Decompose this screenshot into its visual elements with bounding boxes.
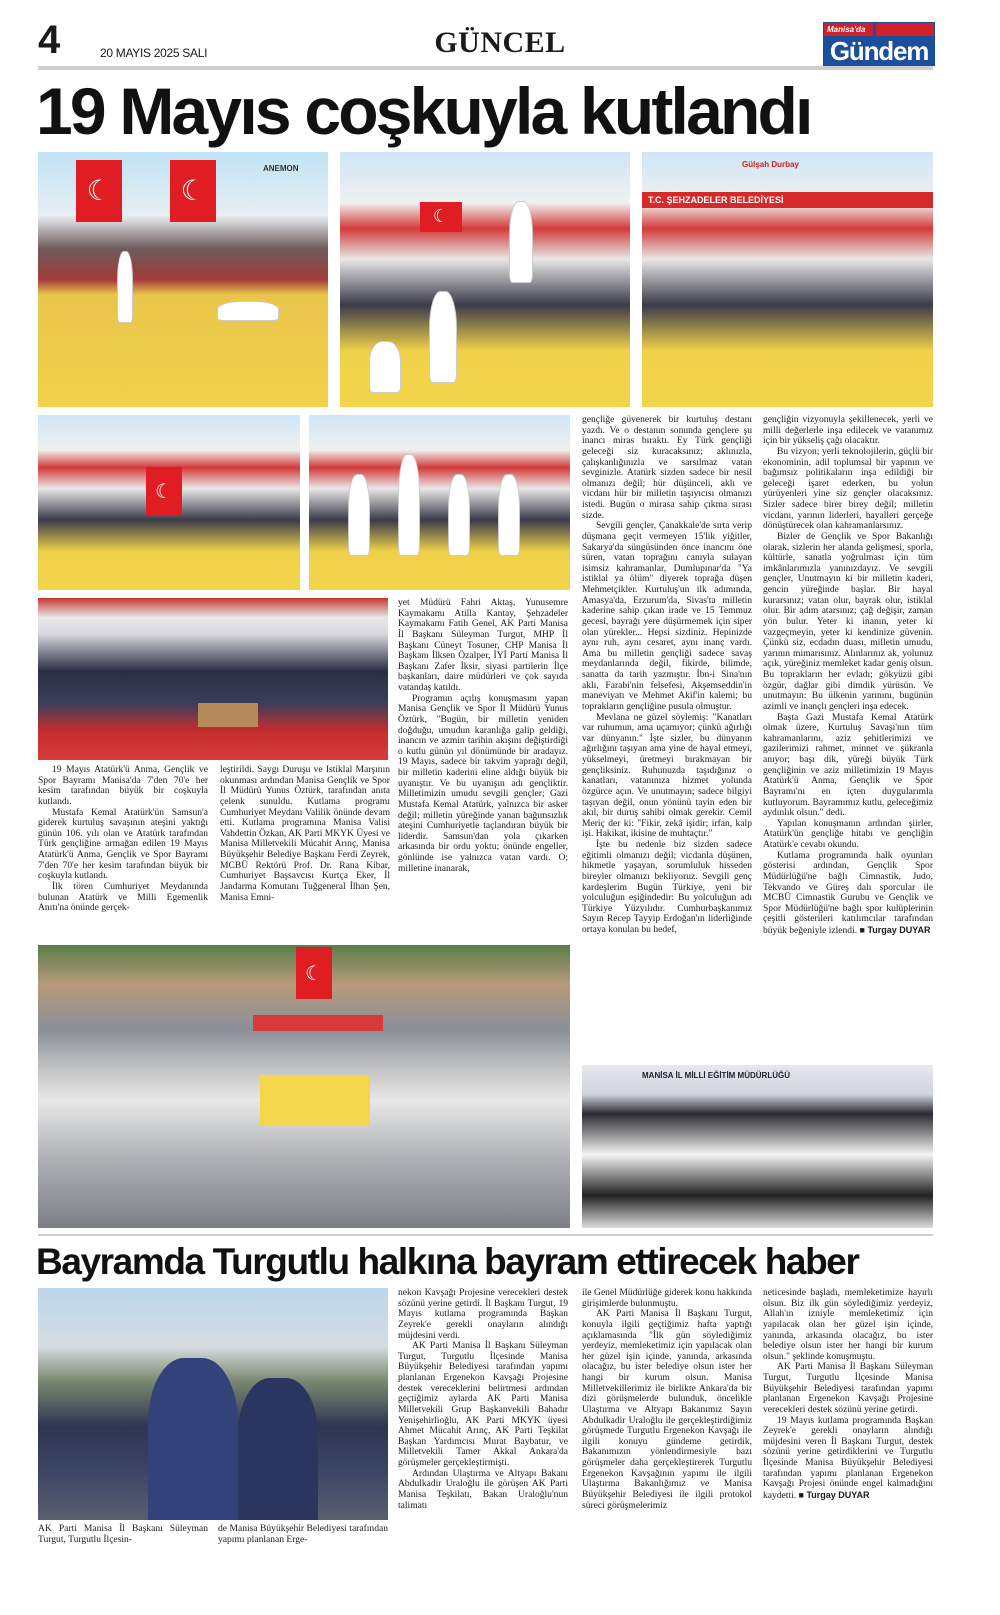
paragraph: Ardından Ulaştırma ve Altyapı Bakanı Abdulkadir Uraloğlu ile görüşen AK Parti Manisa Teşkilatı, Bakan Uraloğlu'nun talimatı [398, 1467, 568, 1511]
paragraph: İlk tören Cumhuriyet Meydanında bulunan Atatürk ve Milli Egemenlik Anıtı'na önünde gerçek- [38, 880, 208, 914]
turkish-flag-icon: ☾ [170, 160, 216, 222]
article2-column-3 [763, 1288, 933, 1548]
athlete-figure [118, 252, 132, 322]
photo-turgut-event [38, 1288, 388, 1520]
logo-name: Gündem [829, 36, 929, 66]
athlete-figure [399, 455, 419, 555]
article2-headline: Bayramda Turgutlu halkına bayram ettirecek haber [36, 1241, 859, 1282]
turkish-flag-icon: ☾ [420, 202, 462, 232]
paragraph: İşte bu nedenle biz sizden sadece eğitimli olmanızı değil; vicdanla düşünen, hikmetle yaşayan, sorumluluk hisseden bireyler olmanızı bekliyoruz. Sevgili genç kardeşlerim Bugün Türkiye, yeni bir yolculuğun eşiğindedir: Bu yolculuğun adı Türkiye Yüzyılıdır. Cumhurbaşkanımız Sayın Recep Tayyip Erdoğan'ın liderliğinde ortaya konulan bu hedef, [582, 839, 752, 935]
paragraph: nekon Kavşağı Projesine verecekleri destek sözünü yerine getirdi. İl Başkanı Turgut, 19 Mayıs kutlama programında Başkan Zeyrek'e gerekli onayların alındığı müjdesini verdi. [398, 1288, 568, 1341]
person-figure [148, 1358, 238, 1520]
paragraph: Mevlana ne güzel söylemiş: "Kanatları var ruhumun, ama uçamıyor; çünkü ağırlığı var dünyanın." İşte sizler, bu dünyanın ağırlığını taşıyan ama yine de hayal etmeyi, yükselmeyi, üretmeyi bırakmayan bir gençliksiniz. Ruhunuzda taşıdığınız o kanatları, vatanınıza hizmet yolunda özgürce açın. Ve unutmayın; sadece bilgiyi taşıyan değil, onun yönünü tayin eden bir akıl, bir duruş sahibi olmak gerekir. Cemil Meriç der ki: "Fikir, zekâ işidir; irfan, kalp işi. Hakikat, ikisine de muhtaçtır." [582, 711, 752, 840]
header-divider [38, 66, 933, 70]
logo-strip [876, 23, 934, 36]
paragraph [763, 1416, 933, 1502]
page-number: 4 [38, 18, 61, 62]
photo-aerial-square [38, 945, 570, 1228]
section-title: GÜNCEL [434, 26, 566, 59]
photo-dignitaries [38, 598, 388, 760]
athlete-figure [510, 202, 532, 282]
photo-gymnastics [38, 152, 328, 407]
logo-top-text: Manisa'da [824, 23, 873, 36]
photo-sign-milli-egitim: MANİSA İL MİLLİ EĞİTİM MÜDÜRLÜĞÜ [642, 1071, 790, 1080]
article-divider [38, 1234, 933, 1236]
paragraph: AK Parti Manisa İl Başkanı Süleyman Turgut, Turgutlu İlçesinde Manisa Büyükşehir Belediyesi tarafından yapımı planlanan Ergenekon Kavşağı Projesine verecekleri destek sözünü yerine getirdi. [763, 1361, 933, 1415]
article1-column-1 [38, 765, 208, 937]
article1-column-3 [398, 598, 568, 938]
turkish-flag-icon: ☾ [296, 947, 332, 999]
paragraph: Başta Gazi Mustafa Kemal Atatürk olmak üzere, Kurtuluş Savaşı'nın tüm kahramanlarını, aziz şehitlerimizi ve gazilerimizi rahmet, minnet ve şükranla anıyor; başı dik, yüreği büyük Türk gençliğinin ve aziz milletimizin 19 Mayıs Atatürk'ü Anma, Gençlik ve Spor Bayramı'nı en içten duygularımla kutluyorum. Bayramımız kutlu, geleceğimiz aydınlık olsun." dedi. [763, 711, 933, 819]
author-byline: ■ Turgay DUYAR [798, 1489, 870, 1500]
paragraph: Bu vizyon; yerli teknolojilerin, güçlü bir ekonominin, adil toplumsal bir yapının ve bağımsız politikaların inşa edildiği bir geleceği işaret ederken, bu yolun yürüyenleri yine siz gençler olacaksınız. Sizler sadece birer birey değil; milletin vicdanı, yarının liderleri, hayalleri gerçeğe dönüştürecek olan kahramanlarsınız. [763, 445, 933, 532]
photo-caption-part2: de Manisa Büyükşehir Belediyesi tarafından yapımı planlanan Erge- [218, 1523, 388, 1545]
article1-column-5 [763, 415, 933, 1057]
photo-taekwondo-team [309, 415, 570, 590]
paragraph: 19 Mayıs Atatürk'ü Anma, Gençlik ve Spor Bayramı Manisa'da 7'den 70'e her kesim tarafından büyük bir coşkuyla kutlandı. [38, 765, 208, 807]
paragraph-text: 19 Mayıs kutlama programında Başkan Zeyrek'e gerekli onayların alındığı müjdesini veren İl Başkanı Turgut, destek sözünü yerine getirdiklerini ve Turgutlu İlçesinde Manisa Büyükşehir Belediyesi tarafından yapımı planlanan Ergenekon Kavşağı Projesi önünde engel kalmadığını kaydetti. [763, 1414, 933, 1501]
article1-column-2 [220, 765, 390, 937]
athlete-figure [370, 342, 400, 392]
article2-column-1 [398, 1288, 568, 1548]
paragraph: AK Parti Manisa İl Başkanı Turgut, konuyla ilgili geçtiğimiz hafta yaptığı açıklamasında "İlk gün söylediğimiz yerdeyiz, memleketimiz için yapılacak olan her güzel işin içinde, yanında, arkasında olacağız, bu ister belediye olsun ister her hangi bir kurum olsun. Manisa Milletvekillerimiz ile birlikte Ankara'da bir dizi görüşmelerde bulunduk, öncelikle Ulaştırma ve Altyapı Bakanımız Sayın Abdulkadir Uraloğlu ile gerçekleştirdiğimiz görüşmede Turgutlu Ergenekon Kavşağı ile ilgili konuyu gündeme getirdik, Bakanımızın yönlendirmesiyle bazı görüşmeler daha gerçekleştirerek Turgutlu Ergenekon Kavşağının yapımı ile ilgili Ulaştırma Bakanlığımız ve Manisa Büyükşehir Belediyesi ile ilgili protokol süreci görüşmelerimiz [582, 1308, 752, 1511]
photo-sign-sehzadeler: T.C. ŞEHZADELER BELEDİYESİ [642, 192, 933, 208]
paragraph: Bizler de Gençlik ve Spor Bakanlığı olarak, sizlerin her alanda gelişmesi, sporla, kültürle, sanatla yoğrulması için tüm imkânlarımızla yanınızdayız. Ve sevgili gençler, Unutmayın ki bir milletin kaderi, gencin yüreğinde başlar. Bir hayal kurarsınız; vatan olur, bayrak olur, istiklal olur. Bir adım atarsınız; çağ değişir, zaman yön bulur. Yeter ki inanın, yeter ki vazgeçmeyin, yeter ki kendinize güvenin. Çünkü siz, ecdadın duası, milletin umudu, yarının mimarısınız. Alınlarınız ak, yolunuz açık, yüreğiniz memleket kadar geniş olsun. Bu toprakların her evladı; gökyüzü gibi özgür, dağlar gibi dimdik yürüsün. Ve unutmayın: Bu ülkenin yarınını, bugünün azimli ve inançlı gençleri inşa edecek. [763, 530, 933, 712]
photo-taekwondo [340, 152, 630, 407]
paragraph: Mustafa Kemal Atatürk'ün Samsun'a giderek kurtuluş savaşının ateşini yaktığı günün 106. yılı olan ve Atatürk tarafından Türk gençliğine armağan edilen 19 Mayıs Atatürk'ü Anma, Gençlik ve Spor Bayramı 7'den 70'e her kesim tarafından büyük bir coşkuyla kutlandı. [38, 806, 208, 882]
paragraph: AK Parti Manisa İl Başkanı Süleyman Turgut, Turgutlu İlçesinde Manisa Büyükşehir Belediyesi tarafından yapımı planlanan Ergenekon Kavşağı Projesine destek vereceklerini belirtmesi ardından geçtiğimiz aylarda AK Parti Manisa Milletvekili Grup Başkanvekili Bahadır Yenişehirlioğlu, AK Parti MKYK üyesi Ahmet Mücahit Arınç, AK Parti Teşkilat Başkan Yardımcısı Murat Baybatur, ve Milletvekili Tamer Akkal Ankara'da görüşmeler gerçekleştirmişti. [398, 1340, 568, 1468]
photo-caption-part1: AK Parti Manisa İl Başkanı Süleyman Turgut, Turgutlu İlçesin- [38, 1523, 208, 1545]
article2-column-2 [582, 1288, 752, 1548]
issue-date: 20 MAYIS 2025 SALI [100, 46, 208, 60]
article-headline: 19 Mayıs coşkuyla kutlandı [36, 74, 811, 148]
article1-column-4 [582, 415, 752, 1057]
paragraph: Programın açılış konuşmasını yapan Manisa Gençlik ve Spor İl Müdürü Yunus Öztürk, "Bugün, bir milletin yeniden doğduğu, umudun karanlığa galip geldiği, inancın ve azmin tarihin akışını değiştirdiği o kutlu günün yıl dönümünde bir aradayız. 19 Mayıs, sadece bir takvim yaprağı değil, bir milletin kaderini eline aldığı büyük bir uyanıştır. Ve bu uyanışın adı gençliktir. Milletimizin umudu sevgili gençler; Gazi Mustafa Kemal Atatürk, yalnızca bir asker değil; milletin yüreğinde yanan bağımsızlık ateşini Cumhuriyetle taçlandıran büyük bir liderdir. Samsun'dan yola çıkarken arkasında bir ordu yoktu; önünde engeller, gönlünde ise yalnızca vatan vardı. O; milletine inanarak, [398, 692, 568, 874]
paragraph: Yapılan konuşmanın ardından şiirler, Atatürk'ün gençliğe hitabı ve gençliğin Atatürk'e cevabı okundu. [763, 817, 933, 850]
paragraph: neticesinde başladı, memleketimize hayırlı olsun. Biz ilk gün söylediğimiz yerdeyiz, Allah'ın izniyle memleketimiz için yapılacak olan her güzel işin içinde, yanında, arkasında olacağız, bu ister belediye olsun ister her hangi bir kurum olsun." şeklinde konuşmuştu. [763, 1288, 933, 1362]
turkish-flag-icon: ☾ [146, 467, 182, 515]
author-byline: ■ Turgay DUYAR [859, 925, 931, 935]
photo-students-group [582, 1065, 933, 1228]
table [198, 703, 258, 727]
performance-mat [260, 1075, 370, 1125]
turkish-flag-icon: ☾ [76, 160, 122, 222]
paragraph: leştirildi. Saygı Duruşu ve İstiklal Marşının okunması ardından Manisa Gençlik ve Spor İl Müdürü Yunus Öztürk, tarafından anıta çelenk sunuldu. Kutlama programı Cumhuriyet Meydanı Valilik önünde devam etti. Kutlama programına Manisa Valisi Vahdettin Özkan, AK Parti MKYK Üyesi ve Manisa Milletvekili Mücahit Arınç, Manisa Büyükşehir Belediye Başkanı Ferdi Zeyrek, MCBÜ Rektörü Prof. Dr. Rana Kibar, Cumhuriyet Başsavcısı Kurtça Eker, İl Jandarma Komutanı Tuğgeneral İlhan Şen, Manisa Emni- [220, 765, 390, 903]
photo-sign-anemon: ANEMON [263, 164, 299, 173]
photo-wrestling [642, 152, 933, 407]
athlete-figure [430, 292, 456, 382]
paragraph: yet Müdürü Fahri Aktaş, Yunusemre Kaymakamı Atilla Kantay, Şehzadeler Kaymakamı Fatih Genel, AK Parti Manisa İl Başkanı Süleyman Turgut, MHP İl Başkanı Cüneyt Tosuner, CHP Manisa İl Başkanı İlksen Özalper, İYİ Parti Manisa İl Başkanı Zafer İksir, siyasi partilerin İlçe başkanları, daire müdürleri ve çok sayıda vatandaş katıldı. [398, 598, 568, 693]
stage-tent [253, 1015, 383, 1031]
paragraph [763, 851, 933, 937]
athlete-figure [349, 475, 369, 555]
athlete-figure [449, 475, 469, 555]
paragraph-text: Kutlama programında halk oyunları gösterisi ardından, Gençlik Spor Müdürlüğü'ne bağlı Cimnastik, Judo, Tekvando ve Güreş dalı sporcular ile MCBÜ Cimnastik Gurubu ve Gençlik ve Spor Müdürlüğü'ne bağlı spor kulüplerinin çeşitli gösterileri katılımcılar tarafından büyük beğeniyle izlendi. [763, 849, 933, 936]
paragraph: gençliğe güvenerek bir kurtuluş destanı yazdı. Ve o destanın sonunda gençlere şu inancı miras bıraktı. Ey Türk gençliği geleceği siz kuracaksınız; aklınızla, çalışkanlığınızla ve sarsılmaz vatan sevginizle. Atatürk sizden sadece bir nesil olmanızı değil; hür düşünceli, aklı ve vicdanı hür bir milletin taşıyıcısı olmanızı istedi. Bugün o mirasa sahip çıkma sırası sizde. [582, 415, 752, 521]
paragraph: ile Genel Müdürlüğe giderek konu hakkında girişimlerde bulunmuştu. [582, 1288, 752, 1309]
photo-wrestlers-lineup [38, 415, 300, 590]
photo-sign-gulsah: Gülşah Durbay [742, 160, 799, 169]
athlete-figure [499, 475, 519, 555]
person-figure [238, 1378, 318, 1520]
athlete-figure [218, 302, 278, 320]
paragraph: gençliğin vizyonuyla şekillenecek, yerli ve milli değerlerle inşa edilecek ve vatanımız için bir yükseliş çağı olacaktır. [763, 415, 933, 447]
paragraph: Sevgili gençler, Çanakkale'de sırta verip düşmana geçit vermeyen 15'lik yiğitler, Sakarya'da süngüsünden önce inancını öne süren, vatan toprağını canıyla sulayan isimsiz kahramanlar, Dumlupınar'da "Ya istiklal ya ölüm" diyerek toprağa düşen Mehmetçikler. Kurtuluş'un ilk adımında, Amasya'da, Erzurum'da, Sivas'ta milletin kaderine sahip çıkan irade ve 15 Temmuz gecesi, bayrağı yere düşürmemek için siper olan yürekler... Hepsi sizdiniz. Hepinizde aynı ruh, aynı cesaret, aynı inanç vardı. Ama bu milletin gençliği sadece savaş meydanlarında değil, fikirde, bilimde, sanatta da tarih yazmıştır. İbn-i Sina'nın aklı, Farabi'nin felsefesi, Akşemseddin'in maneviyatı ve Mehmet Akif'in kalemi; bu toprakların gençliğine pusula olmuştur. [582, 520, 752, 712]
newspaper-logo [823, 22, 935, 66]
